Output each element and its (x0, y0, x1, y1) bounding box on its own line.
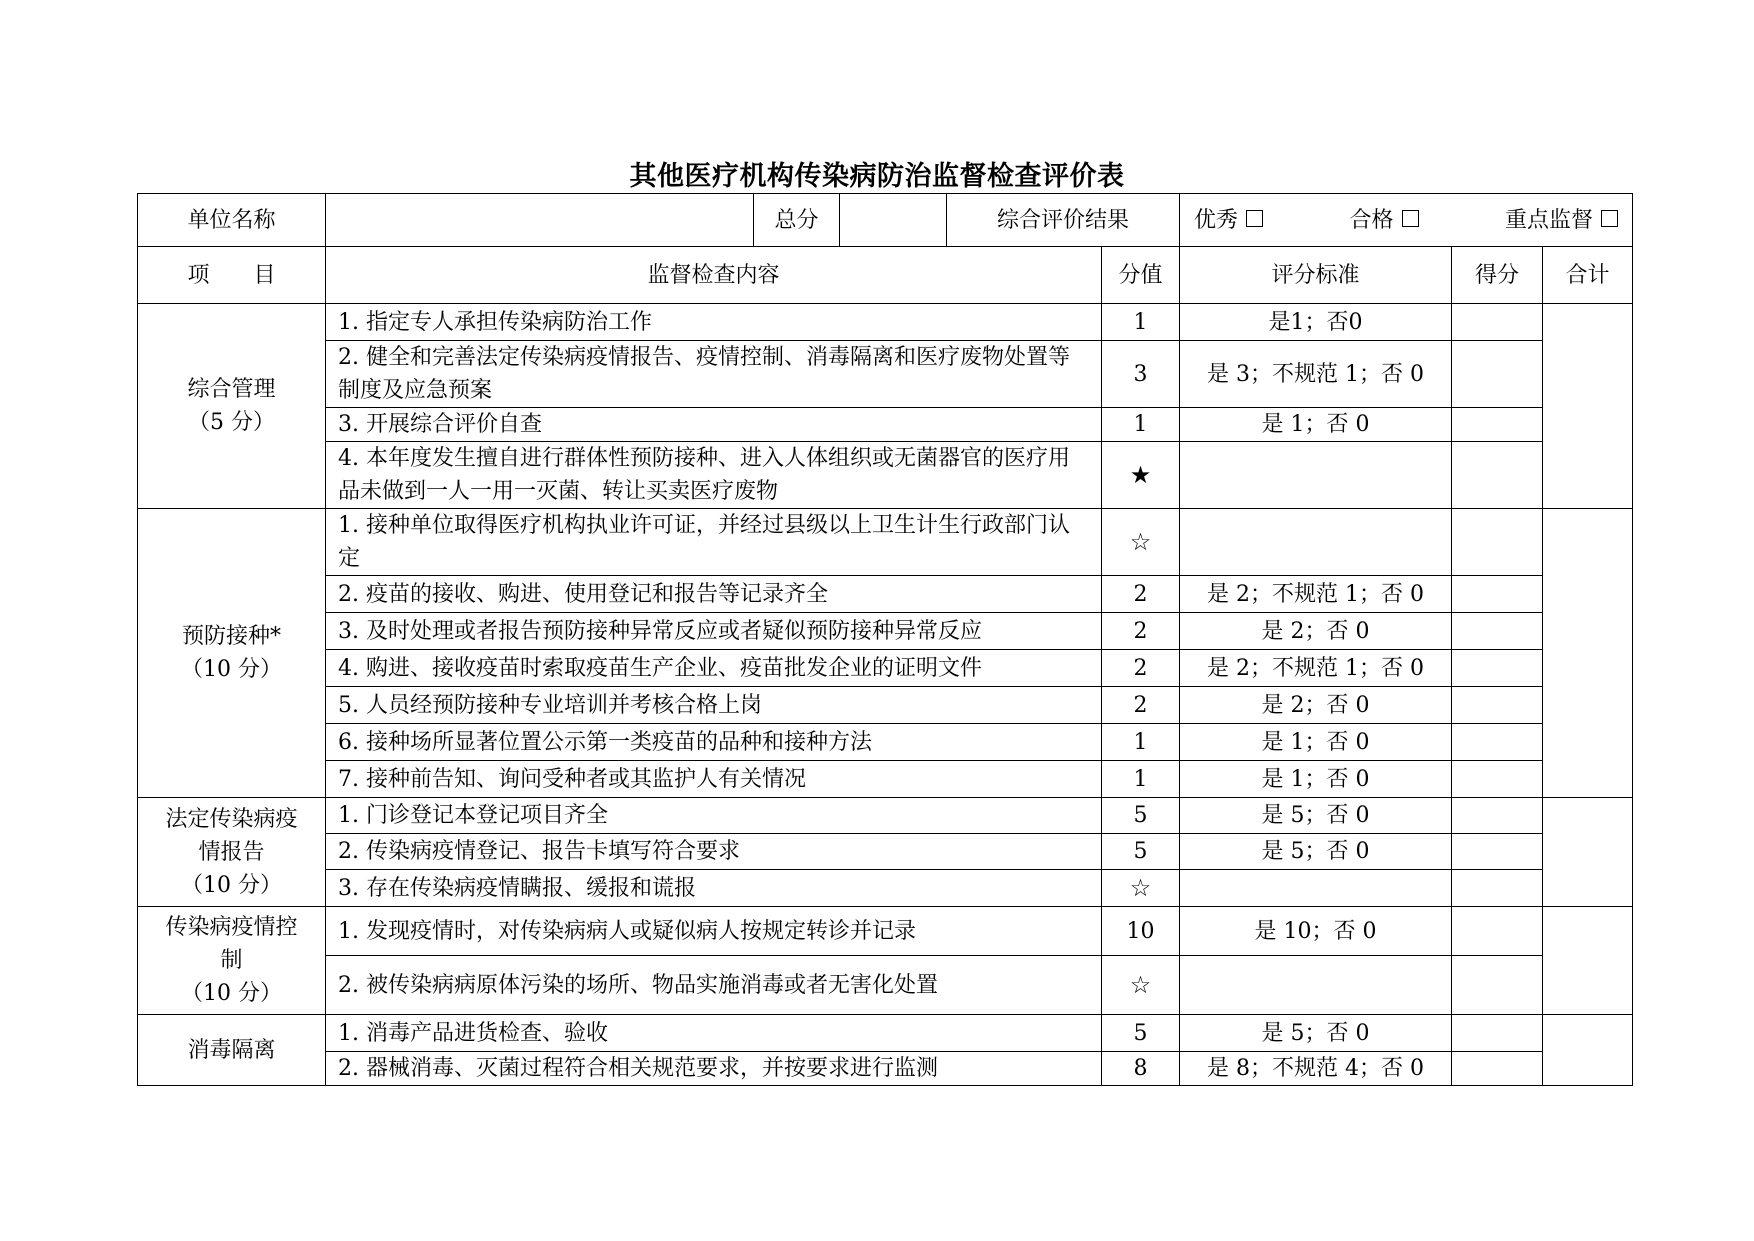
row-content: 1. 指定专人承担传染病防治工作 (326, 304, 1102, 341)
eval-result-label: 综合评价结果 (947, 194, 1180, 247)
white-star-icon: ☆ (1102, 509, 1180, 576)
sum-cell[interactable] (1543, 907, 1633, 1015)
col-standard: 评分标准 (1180, 247, 1452, 304)
sum-cell[interactable] (1543, 798, 1633, 907)
row-standard: 是 1；否 0 (1180, 408, 1452, 442)
score-cell[interactable] (1452, 956, 1543, 1015)
row-standard: 是 8；不规范 4；否 0 (1180, 1052, 1452, 1086)
option-excellent[interactable]: 优秀 (1194, 204, 1263, 237)
row-value: 2 (1102, 650, 1180, 687)
row-value: 5 (1102, 1015, 1180, 1052)
row-standard: 是 5；否 0 (1180, 798, 1452, 834)
row-standard: 是 2；否 0 (1180, 687, 1452, 724)
row-value: 3 (1102, 341, 1180, 408)
table-row (138, 442, 1633, 509)
row-value: 2 (1102, 613, 1180, 650)
section-label: 消毒隔离 (138, 1015, 326, 1086)
table-row (138, 870, 1633, 907)
row-standard: 是 2；不规范 1；否 0 (1180, 650, 1452, 687)
row-content: 4. 购进、接收疫苗时索取疫苗生产企业、疫苗批发企业的证明文件 (326, 650, 1102, 687)
row-value: 5 (1102, 798, 1180, 834)
section-label: 法定传染病疫情报告 （10 分） (138, 798, 326, 907)
score-cell[interactable] (1452, 687, 1543, 724)
row-content: 7. 接种前告知、询问受种者或其监护人有关情况 (326, 761, 1102, 798)
unit-name-label: 单位名称 (138, 194, 326, 247)
sum-cell[interactable] (1543, 304, 1633, 509)
row-content: 6. 接种场所显著位置公示第一类疫苗的品种和接种方法 (326, 724, 1102, 761)
table-row (138, 907, 1633, 956)
row-value: 1 (1102, 304, 1180, 341)
row-standard: 是 5；否 0 (1180, 834, 1452, 870)
score-cell[interactable] (1452, 650, 1543, 687)
row-standard (1180, 870, 1452, 907)
score-cell[interactable] (1452, 576, 1543, 613)
col-score-value: 分值 (1102, 247, 1180, 304)
table-row (138, 834, 1633, 870)
row-standard (1180, 509, 1452, 576)
checkbox-icon[interactable] (1402, 210, 1419, 227)
table-row (138, 576, 1633, 613)
score-cell[interactable] (1452, 341, 1543, 408)
row-standard: 是 1；否 0 (1180, 761, 1452, 798)
unit-name-field[interactable] (326, 194, 754, 247)
score-cell[interactable] (1452, 442, 1543, 509)
col-sum: 合计 (1543, 247, 1633, 304)
row-content: 2. 疫苗的接收、购进、使用登记和报告等记录齐全 (326, 576, 1102, 613)
white-star-icon: ☆ (1102, 956, 1180, 1015)
eval-options (1180, 194, 1633, 247)
row-content: 2. 器械消毒、灭菌过程符合相关规范要求，并按要求进行监测 (326, 1052, 1102, 1086)
checkbox-icon[interactable] (1601, 210, 1618, 227)
checkbox-icon[interactable] (1246, 210, 1263, 227)
score-cell[interactable] (1452, 798, 1543, 834)
row-content: 3. 存在传染病疫情瞒报、缓报和谎报 (326, 870, 1102, 907)
row-content: 2. 传染病疫情登记、报告卡填写符合要求 (326, 834, 1102, 870)
row-standard: 是1；否0 (1180, 304, 1452, 341)
row-content: 1. 接种单位取得医疗机构执业许可证，并经过县级以上卫生计生行政部门认定 (326, 509, 1102, 576)
col-content: 监督检查内容 (326, 247, 1102, 304)
row-value: 8 (1102, 1052, 1180, 1086)
option-qualified[interactable]: 合格 (1350, 204, 1419, 237)
table-row (138, 304, 1633, 341)
score-cell[interactable] (1452, 761, 1543, 798)
row-content: 1. 发现疫情时，对传染病病人或疑似病人按规定转诊并记录 (326, 907, 1102, 956)
total-score-label: 总分 (754, 194, 840, 247)
row-value: 2 (1102, 576, 1180, 613)
total-score-field[interactable] (840, 194, 947, 247)
black-star-icon: ★ (1102, 442, 1180, 509)
row-content: 5. 人员经预防接种专业培训并考核合格上岗 (326, 687, 1102, 724)
row-standard (1180, 442, 1452, 509)
row-standard: 是 2；否 0 (1180, 613, 1452, 650)
section-label: 综合管理 （5 分） (138, 304, 326, 509)
row-value: 2 (1102, 687, 1180, 724)
option-key-supervision[interactable]: 重点监督 (1505, 204, 1618, 237)
sum-cell[interactable] (1543, 1015, 1633, 1086)
table-row (138, 1015, 1633, 1052)
section-label: 传染病疫情控制 （10 分） (138, 907, 326, 1015)
row-standard: 是 1；否 0 (1180, 724, 1452, 761)
row-standard: 是 10；否 0 (1180, 907, 1452, 956)
score-cell[interactable] (1452, 1015, 1543, 1052)
row-content: 1. 消毒产品进货检查、验收 (326, 1015, 1102, 1052)
row-standard (1180, 956, 1452, 1015)
table-row (138, 956, 1633, 1015)
table-row (138, 509, 1633, 576)
row-value: 1 (1102, 761, 1180, 798)
score-cell[interactable] (1452, 907, 1543, 956)
row-content: 3. 开展综合评价自查 (326, 408, 1102, 442)
score-cell[interactable] (1452, 408, 1543, 442)
row-value: 1 (1102, 408, 1180, 442)
sum-cell[interactable] (1543, 509, 1633, 798)
table-row (138, 761, 1633, 798)
row-standard: 是 2；不规范 1；否 0 (1180, 576, 1452, 613)
score-cell[interactable] (1452, 613, 1543, 650)
column-header-row (138, 247, 1633, 304)
row-value: 1 (1102, 724, 1180, 761)
white-star-icon: ☆ (1102, 870, 1180, 907)
table-row (138, 341, 1633, 408)
score-cell[interactable] (1452, 834, 1543, 870)
table-row (138, 1052, 1633, 1086)
row-value: 10 (1102, 907, 1180, 956)
col-item: 项 目 (138, 247, 326, 304)
score-cell[interactable] (1452, 304, 1543, 341)
score-cell[interactable] (1452, 509, 1543, 576)
row-standard: 是 5；否 0 (1180, 1015, 1452, 1052)
page-title: 其他医疗机构传染病防治监督检查评价表 (629, 161, 1125, 192)
table-row (138, 650, 1633, 687)
score-cell[interactable] (1452, 724, 1543, 761)
row-standard: 是 3；不规范 1；否 0 (1180, 341, 1452, 408)
col-got: 得分 (1452, 247, 1543, 304)
table-row (138, 724, 1633, 761)
row-content: 2. 健全和完善法定传染病疫情报告、疫情控制、消毒隔离和医疗废物处置等制度及应急预案 (326, 341, 1102, 408)
unit-row (138, 194, 1633, 247)
table-row (138, 613, 1633, 650)
section-label: 预防接种* （10 分） (138, 509, 326, 798)
row-value: 5 (1102, 834, 1180, 870)
row-content: 2. 被传染病病原体污染的场所、物品实施消毒或者无害化处置 (326, 956, 1102, 1015)
row-content: 1. 门诊登记本登记项目齐全 (326, 798, 1102, 834)
table-row (138, 687, 1633, 724)
inspection-table (137, 193, 1633, 1086)
row-content: 4. 本年度发生擅自进行群体性预防接种、进入人体组织或无菌器官的医疗用品未做到一人一用一灭菌、转让买卖医疗废物 (326, 442, 1102, 509)
row-content: 3. 及时处理或者报告预防接种异常反应或者疑似预防接种异常反应 (326, 613, 1102, 650)
score-cell[interactable] (1452, 870, 1543, 907)
score-cell[interactable] (1452, 1052, 1543, 1086)
table-row (138, 798, 1633, 834)
table-row (138, 408, 1633, 442)
